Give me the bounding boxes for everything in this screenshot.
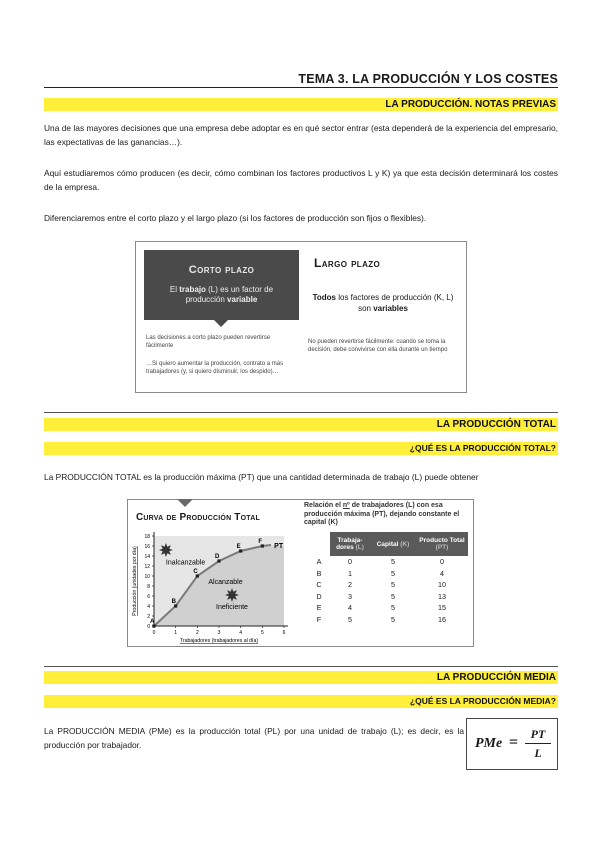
corto-plazo-box [144, 250, 299, 320]
x-tick-label: 3 [217, 630, 221, 636]
page-title: TEMA 3. LA PRODUCCIÓN Y LOS COSTES [44, 72, 558, 88]
label-ineficiente: Ineficiente [216, 604, 248, 611]
divider-2 [44, 666, 558, 667]
y-tick-label: 14 [144, 553, 150, 560]
table-row [308, 568, 468, 580]
formula-numerator: PT [530, 727, 546, 741]
largo-note: No pueden revertirse fácilmente: cuando se toma la decisión, debe convivirse con ella durante un tiempo [308, 339, 448, 353]
cell-capital: 5 [391, 557, 395, 567]
subheading-media: ¿QUÉ ES LA PRODUCCIÓN MEDIA? [44, 695, 558, 708]
cell-producto-total: 15 [438, 603, 446, 613]
x-tick-label: 6 [282, 630, 286, 636]
cell-producto-total: 16 [438, 614, 446, 624]
largo-plazo-title: Largo plazo [314, 256, 381, 270]
cell-producto-total: 10 [438, 580, 446, 590]
cell-producto-total: 4 [440, 568, 444, 578]
point-label: F [258, 539, 263, 545]
formula-denominator: L [534, 746, 542, 760]
x-tick-label: 4 [239, 630, 243, 636]
section-heading-total: LA PRODUCCIÓN TOTAL [44, 418, 558, 431]
section-heading-notas: LA PRODUCCIÓN. NOTAS PREVIAS [44, 98, 558, 111]
y-tick-label: 6 [147, 593, 150, 600]
y-tick-label: 18 [144, 533, 150, 540]
cell-trabajadores: 5 [348, 614, 352, 624]
cell-capital: 5 [391, 591, 395, 601]
pme-formula [466, 718, 558, 770]
point-label: A [150, 619, 155, 625]
x-tick-label: 5 [260, 630, 264, 636]
cell-point: E [316, 603, 322, 613]
y-tick-label: 4 [147, 603, 150, 610]
y-axis-label: Producción (unidades por día) [132, 546, 138, 616]
corto-note-2: …Si quiero aumentar la producción, contrato a más trabajadores (y, si quiero disminuir, los despido)… [146, 361, 284, 375]
corto-note-1: Las decisiones a corto plazo pueden revertirse fácilmente [146, 335, 271, 349]
y-tick-label: 2 [147, 613, 150, 620]
cell-point: F [316, 614, 322, 624]
total-production-chart [128, 526, 300, 644]
cell-producto-total: 13 [438, 591, 446, 601]
cell-producto-total: 0 [440, 557, 444, 567]
cell-capital: 5 [391, 580, 395, 590]
header-capital: Capital (K) [370, 532, 416, 556]
x-tick-label: 2 [195, 630, 199, 636]
paragraph-total: La PRODUCCIÓN TOTAL es la producción máxima (PT) que una cantidad determinada de trabajo (L) puede obtener [44, 472, 479, 482]
paragraph-factores: Aquí estudiaremos cómo producen (es decir, cómo combinan los factores productivos L y K) ya que esta decisión determinará los costes de la empresa. [44, 168, 558, 192]
corto-plazo-text: El trabajo (L) es un factor de producción variable [169, 285, 274, 304]
x-tick-label: 0 [152, 630, 156, 636]
formula-fraction-bar [525, 743, 551, 744]
table-header-row [308, 532, 468, 556]
x-tick-label: 1 [174, 630, 178, 636]
largo-plazo-text: Todos los factores de producción (K, L) son variables [312, 293, 454, 313]
divider-1 [44, 412, 558, 413]
header-producto-total: Producto Total (PT) [416, 532, 468, 556]
table-caption: Relación el nº de trabajadores (L) con esa producción máxima (PT), dejando constante el capital (K) [304, 502, 460, 526]
production-table [308, 532, 468, 625]
cell-point: C [316, 580, 322, 590]
cell-trabajadores: 0 [348, 557, 352, 567]
y-tick-label: 12 [144, 563, 150, 570]
cell-capital: 5 [391, 614, 395, 624]
subheading-total: ¿QUÉ ES LA PRODUCCIÓN TOTAL? [44, 442, 558, 455]
cell-trabajadores: 4 [348, 603, 352, 613]
figure-pointer [177, 499, 193, 507]
paragraph-intro: Una de las mayores decisiones que una empresa debe adoptar es en qué sector entrar (esta dependerá de la experiencia del empresario, las expectativas de las ganancias…). [44, 123, 558, 147]
table-row [308, 602, 468, 614]
cell-point: D [316, 591, 322, 601]
series-label: PT [274, 543, 284, 550]
table-row [308, 614, 468, 626]
paragraph-media: La PRODUCCIÓN MEDIA (PMe) es la producción total (PL) por una unidad de trabajo (L); es decir, es la producción por trabajador. [44, 726, 464, 750]
cell-trabajadores: 2 [348, 580, 352, 590]
formula-equals: = [509, 734, 519, 751]
cell-trabajadores: 1 [348, 568, 352, 578]
total-figure-panel [127, 499, 474, 647]
label-alcanzable: Alcanzable [208, 579, 243, 586]
paragraph-plazos: Diferenciaremos entre el corto plazo y el largo plazo (si los factores de producción son fijos o flexibles). [44, 213, 427, 223]
y-tick-label: 8 [147, 583, 150, 590]
point-label: B [171, 599, 177, 605]
point-label: C [193, 569, 198, 575]
y-tick-label: 10 [144, 573, 150, 580]
x-axis-label: Trabajadores (trabajadores al día) [179, 638, 259, 644]
cell-capital: 5 [391, 603, 395, 613]
cell-capital: 5 [391, 568, 395, 578]
point-label: D [215, 554, 220, 560]
header-trabajadores: Trabaja-dores (L) [330, 532, 370, 556]
section-heading-media: LA PRODUCCIÓN MEDIA [44, 671, 558, 684]
cell-point: A [316, 557, 322, 567]
label-inalcanzable: Inalcanzable [165, 559, 206, 567]
point-label: E [236, 544, 241, 550]
curve-title: Curva de Producción Total [136, 512, 260, 523]
cell-trabajadores: 3 [348, 591, 352, 601]
y-tick-label: 0 [147, 623, 150, 630]
cell-point: B [316, 568, 322, 578]
table-row [308, 556, 468, 568]
corto-pointer [214, 320, 228, 327]
y-tick-label: 16 [144, 543, 150, 550]
plazos-panel [135, 241, 467, 393]
table-row [308, 591, 468, 603]
formula-lhs: PMe [475, 736, 503, 751]
corto-plazo-title: Corto plazo [188, 264, 255, 276]
table-row [308, 579, 468, 591]
